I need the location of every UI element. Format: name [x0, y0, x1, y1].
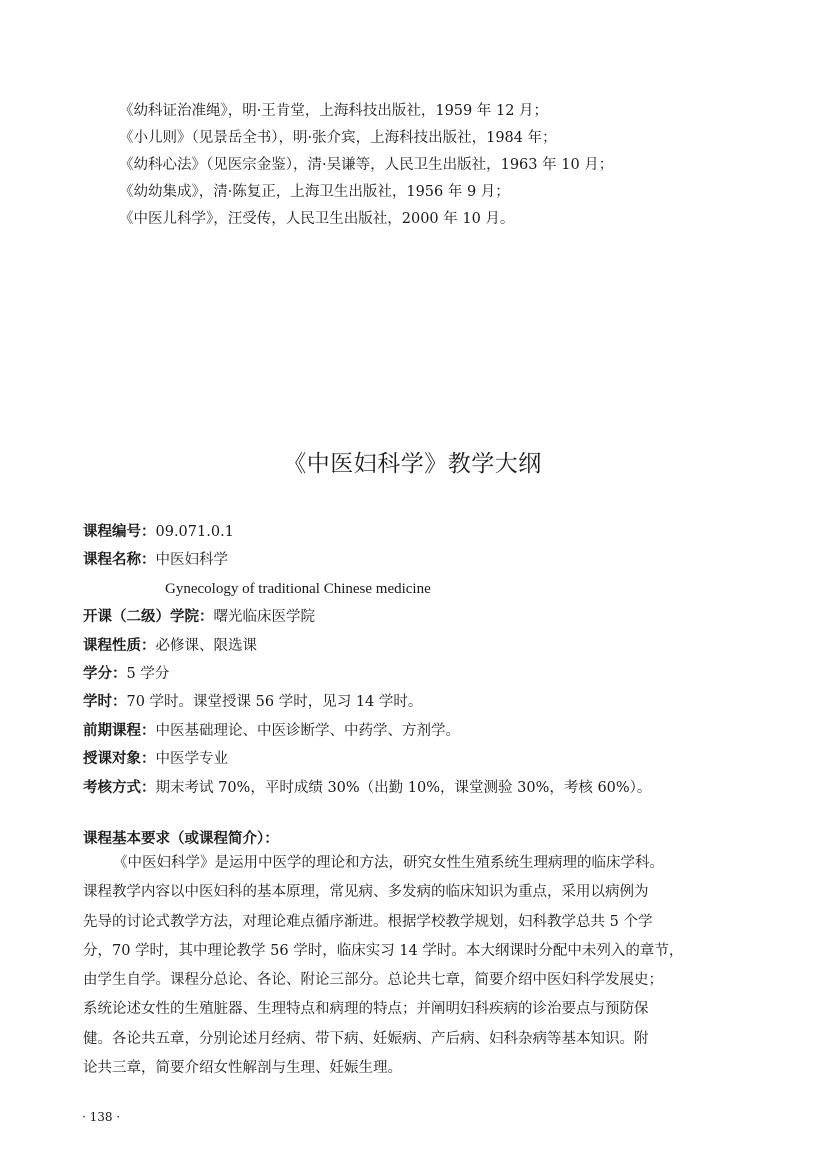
paragraph-line: 先导的讨论式教学方法，对理论难点循序渐进。根据学校教学规划，妇科教学总共 5 个学 — [83, 913, 653, 930]
college-label: 开课（二级）学院： — [83, 609, 214, 626]
assessment-value: 期末考试 70%，平时成绩 30%（出勤 10%，课堂测验 30%，考核 60%）。 — [155, 779, 652, 796]
page-number: · 138 · — [82, 1110, 121, 1124]
audience-label: 授课对象： — [83, 751, 156, 768]
assessment-label: 考核方式： — [83, 779, 156, 796]
course-name-en: Gynecology of traditional Chinese medicine — [165, 580, 431, 597]
paragraph-line: 由学生自学。课程分总论、各论、附论三部分。总论共七章，简要介绍中医妇科学发展史； — [83, 972, 663, 989]
audience-value: 中医学专业 — [155, 751, 228, 768]
hours-row — [83, 688, 763, 716]
assessment-row — [83, 774, 763, 802]
college-value: 曙光临床医学院 — [213, 609, 315, 626]
reference-list — [119, 98, 739, 233]
credits-value: 5 学分 — [126, 665, 170, 682]
nature-label: 课程性质： — [83, 637, 156, 654]
reference-item: 《幼幼集成》，清·陈复正，上海卫生出版社，1956 年 9 月； — [119, 184, 510, 200]
nature-row — [83, 632, 763, 660]
paragraph-line: 《中医妇科学》是运用中医学的理论和方法，研究女性生殖系统生理病理的临床学科。 — [113, 855, 664, 871]
paragraph-line: 分，70 学时，其中理论教学 56 学时，临床实习 14 学时。本大纲课时分配中未列入的章节， — [83, 942, 684, 959]
credits-label: 学分： — [83, 665, 127, 682]
paragraph-line: 论共三章，简要介绍女性解剖与生理、妊娠生理。 — [83, 1060, 402, 1077]
reference-item: 《小儿则》（见景岳全书），明·张介宾，上海科技出版社，1984 年； — [119, 130, 557, 146]
prerequisites-value: 中医基础理论、中医诊断学、中药学、方剂学。 — [155, 722, 460, 739]
prerequisites-row — [83, 717, 763, 745]
credits-row — [83, 660, 763, 688]
course-code-row — [83, 518, 763, 546]
course-name-row — [83, 546, 763, 574]
hours-value: 70 学时。课堂授课 56 学时，见习 14 学时。 — [126, 694, 423, 711]
reference-item: 《幼科证治准绳》，明·王肯堂，上海科技出版社，1959 年 12 月； — [119, 103, 549, 119]
paragraph-line: 健。各论共五章，分别论述月经病、带下病、妊娠病、产后病、妇科杂病等基本知识。附 — [83, 1030, 649, 1047]
course-code-value: 09.071.0.1 — [155, 524, 234, 540]
course-info — [83, 518, 763, 802]
course-code-label: 课程编号： — [83, 524, 156, 540]
hours-label: 学时： — [83, 694, 127, 711]
prerequisites-label: 前期课程： — [83, 722, 156, 739]
audience-row — [83, 745, 763, 773]
paragraph-line: 课程教学内容以中医妇科的基本原理，常见病、多发病的临床知识为重点，采用以病例为 — [83, 884, 649, 901]
reference-item: 《中医儿科学》，汪受传，人民卫生出版社，2000 年 10 月。 — [119, 211, 515, 227]
reference-item: 《幼科心法》（见医宗金鉴），清·吴谦等，人民卫生出版社，1963 年 10 月； — [119, 157, 614, 173]
course-name-label: 课程名称： — [83, 552, 156, 569]
paragraph-line: 系统论述女性的生殖脏器、生理特点和病理的特点；并阐明妇科疾病的诊治要点与预防保 — [83, 1001, 649, 1018]
course-description — [83, 849, 746, 1083]
section-heading: 课程基本要求（或课程简介）： — [83, 831, 279, 847]
nature-value: 必修课、限选课 — [155, 637, 257, 654]
college-row — [83, 603, 763, 631]
document-title: 《中医妇科学》教学大纲 — [283, 451, 542, 477]
course-name-value: 中医妇科学 — [155, 552, 228, 569]
